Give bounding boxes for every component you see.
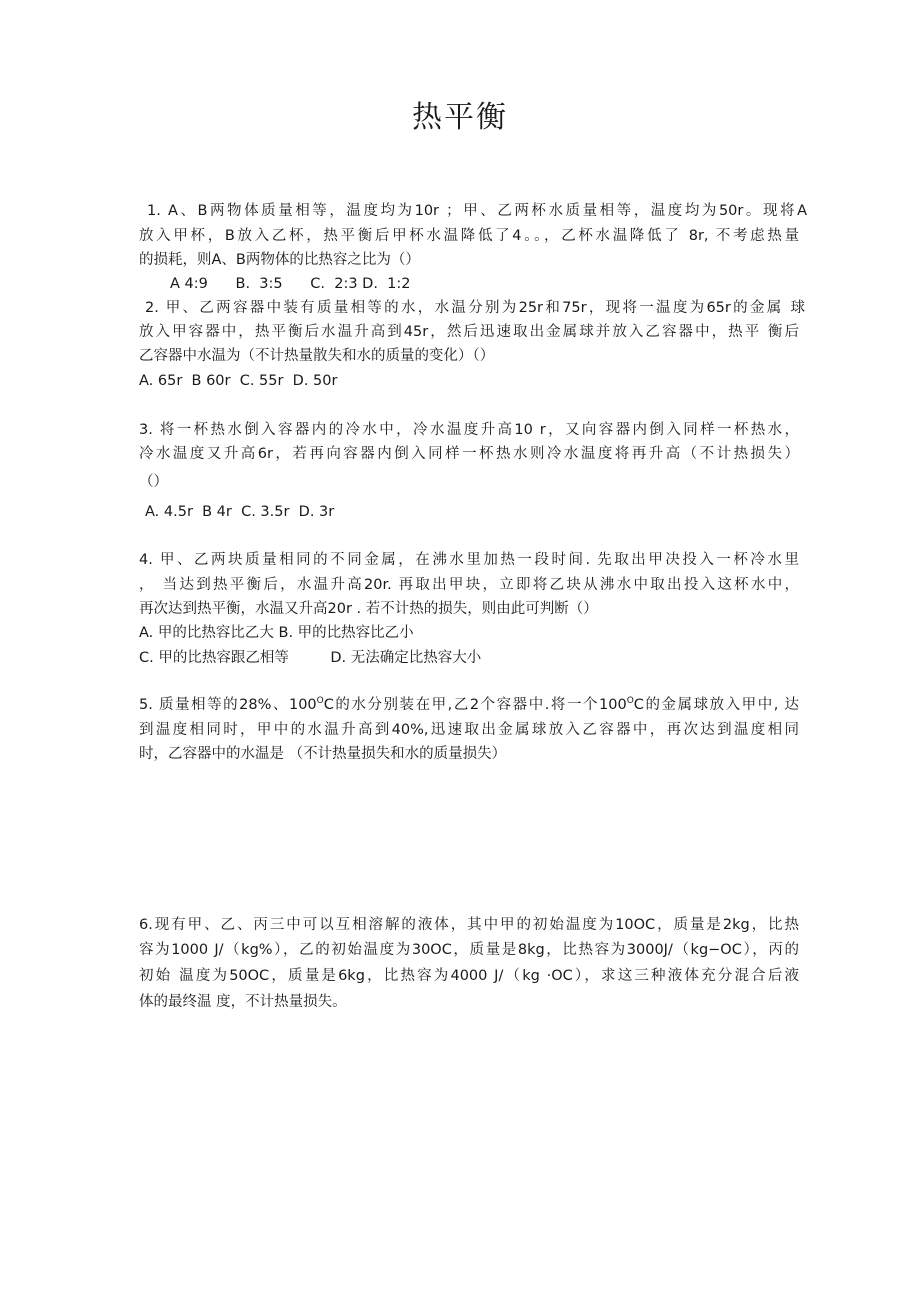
q6-line-2: 容为1000 J/（kg%），乙的初始温度为30OC，质量是8kg，比热容为3000J/（kg−OC），丙的: [139, 942, 799, 958]
q5-line-1-part-a: 5. 质量相等的28%、100: [139, 697, 317, 713]
q4-line-2: ， 当达到热平衡后，水温升高20r. 再取出甲块，立即将乙块从沸水中取出投入这杯水中，: [139, 577, 799, 593]
q2-line-2: 放入甲容器中，热平衡后水温升高到45r，然后迅速取出金属球并放入乙容器中，热平 衡后: [139, 324, 799, 340]
q2-line-3: 乙容器中水温为（不计热量散失和水的质量的变化）（）: [139, 348, 495, 364]
q6-line-3: 初始 温度为50OC，质量是6kg，比热容为4000 J/（kg ·OC），求这三种液体充分混合后液: [139, 968, 799, 984]
q6-line-4: 体的最终温 度，不计热量损失。: [139, 994, 347, 1010]
page-title: 热平衡: [412, 100, 508, 135]
q3-line-1: 3. 将一杯热水倒入容器内的冷水中，冷水温度升高10 r，又向容器内倒入同样一杯热水，: [139, 422, 799, 438]
q1-line-1: 1. A、B两物体质量相等，温度均为10r ；甲、乙两杯水质量相等，温度均为50r。现将A: [147, 203, 807, 219]
q2-options: A. 65r B 60r C. 55r D. 50r: [139, 373, 338, 389]
q1-line-3: 的损耗，则A、B两物体的比热容之比为（）: [139, 252, 420, 268]
q5-line-1-part-b: C的水分别装在甲,乙2个容器中.将一个100: [323, 697, 627, 713]
q1-options: A 4:9 B. 3:5 C. 2:3 D. 1:2: [170, 276, 411, 292]
q6-line-1: 6.现有甲、乙、丙三中可以互相溶解的液体，其中甲的初始温度为10OC，质量是2kg，比热: [139, 917, 799, 933]
q5-line-2: 到温度相同时，甲中的水温升高到40%,迅速取出金属球放入乙容器中，再次达到温度相同: [139, 722, 799, 738]
q4-line-3: 再次达到热平衡，水温又升高20r . 若不计热的损失，则由此可判断（）: [139, 601, 598, 617]
q5-line-1-part-c: C的金属球放入甲中, 达: [633, 697, 800, 713]
q1-line-2: 放入甲杯，B放入乙杯，热平衡后甲杯水温降低了4。。，乙杯水温降低了 8r, 不考虑热量: [139, 228, 799, 244]
q4-line-1: 4. 甲、乙两块质量相同的不同金属，在沸水里加热一段时间. 先取出甲决投入一杯冷水里: [139, 552, 799, 568]
q3-line-3: （）: [139, 474, 168, 490]
q5-line-1: [139, 695, 799, 715]
q3-options: A. 4.5r B 4r C. 3.5r D. 3r: [145, 504, 335, 520]
q5-line-3: 时，乙容器中的水温是 （不计热量损失和水的质量损失）: [139, 746, 507, 762]
q5-degree-mark-1: O: [316, 696, 324, 706]
q2-line-1: 2. 甲、乙两容器中装有质量相等的水，水温分别为25r和75r，现将一温度为65r的金属 球: [145, 300, 805, 316]
q3-line-2: 冷水温度又升高6r，若再向容器内倒入同样一杯热水则冷水温度将再升高（不计热损失）: [139, 446, 799, 462]
q5-degree-mark-2: O: [626, 696, 634, 706]
q4-options-ab: A. 甲的比热容比乙大 B. 甲的比热容比乙小: [139, 625, 414, 641]
q4-options-cd: C. 甲的比热容跟乙相等 D. 无法确定比热容大小: [139, 650, 482, 666]
